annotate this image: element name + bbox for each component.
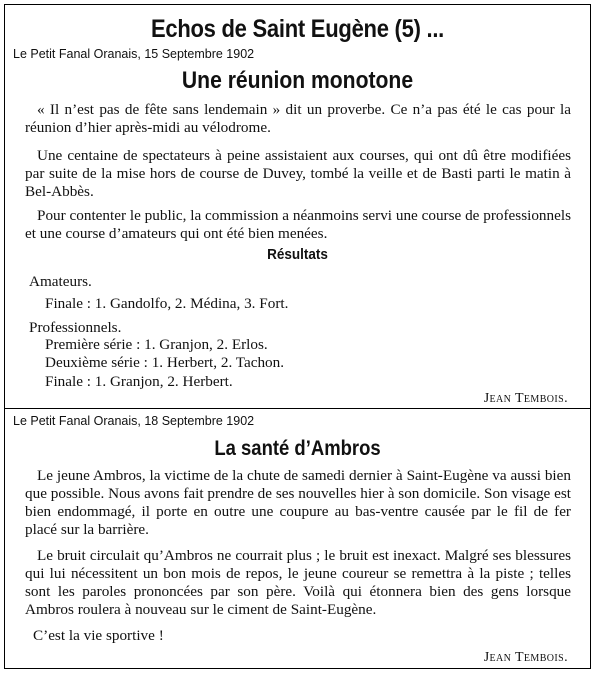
results-category: Professionnels. bbox=[29, 319, 122, 336]
article-divider bbox=[5, 408, 590, 409]
results-line: Finale : 1. Granjon, 2. Herbert. bbox=[45, 373, 233, 390]
article-source: Le Petit Fanal Oranais, 15 Septembre 1902 bbox=[13, 47, 255, 61]
results-line: Première série : 1. Granjon, 2. Erlos. bbox=[45, 336, 268, 353]
results-line: Deuxième série : 1. Herbert, 2. Tachon. bbox=[45, 354, 285, 371]
page-title: Echos de Saint Eugène (5) ... bbox=[150, 15, 445, 43]
article-paragraph: Une centaine de spectateurs à peine assistaient aux courses, qui ont dû être modifiées par suite de la mise hors de course de Duvey, tombé la veille et de Basti parti le matin à Bel-Abbès. bbox=[25, 147, 571, 200]
article-source: Le Petit Fanal Oranais, 18 Septembre 1902 bbox=[13, 414, 255, 428]
article-signature: Jean Tembois. bbox=[483, 391, 568, 406]
article-title: Une réunion monotone bbox=[181, 67, 414, 94]
article-paragraph: C’est la vie sportive ! bbox=[33, 627, 164, 644]
article-signature: Jean Tembois. bbox=[483, 650, 568, 665]
article-paragraph: « Il n’est pas de fête sans lendemain » dit un proverbe. Ce n’a pas été le cas pour la réunion d’hier après-midi au vélodrome. bbox=[25, 101, 571, 136]
results-line: Finale : 1. Gandolfo, 2. Médina, 3. Fort. bbox=[45, 295, 289, 312]
article-title: La santé d’Ambros bbox=[214, 437, 381, 460]
article-paragraph: Le bruit circulait qu’Ambros ne courrait plus ; le bruit est inexact. Malgré ses blessures qui lui nécessitent un bon mois de repos, le jeune coureur se remettra à la piste ; telles sont les paroles prononcées par son père. Voilà qui étonnera bien des gens lorsque Ambros roulera à nouveau sur le ciment de Saint-Eugène. bbox=[25, 547, 571, 618]
article-paragraph: Pour contenter le public, la commission a néanmoins servi une course de professionnels et une course d’amateurs qui ont été bien menées. bbox=[25, 207, 571, 242]
results-category: Amateurs. bbox=[29, 273, 92, 290]
article-paragraph: Le jeune Ambros, la victime de la chute de samedi dernier à Saint-Eugène va aussi bien que possible. Nous avons fait prendre de ses nouvelles hier à son domicile. Son visage est bien endommagé, il porte en outre une coupure au bas-ventre causée par le fil de fer placé sur la barrière. bbox=[25, 467, 571, 538]
document-page bbox=[4, 4, 591, 669]
results-heading: Résultats bbox=[267, 246, 328, 263]
